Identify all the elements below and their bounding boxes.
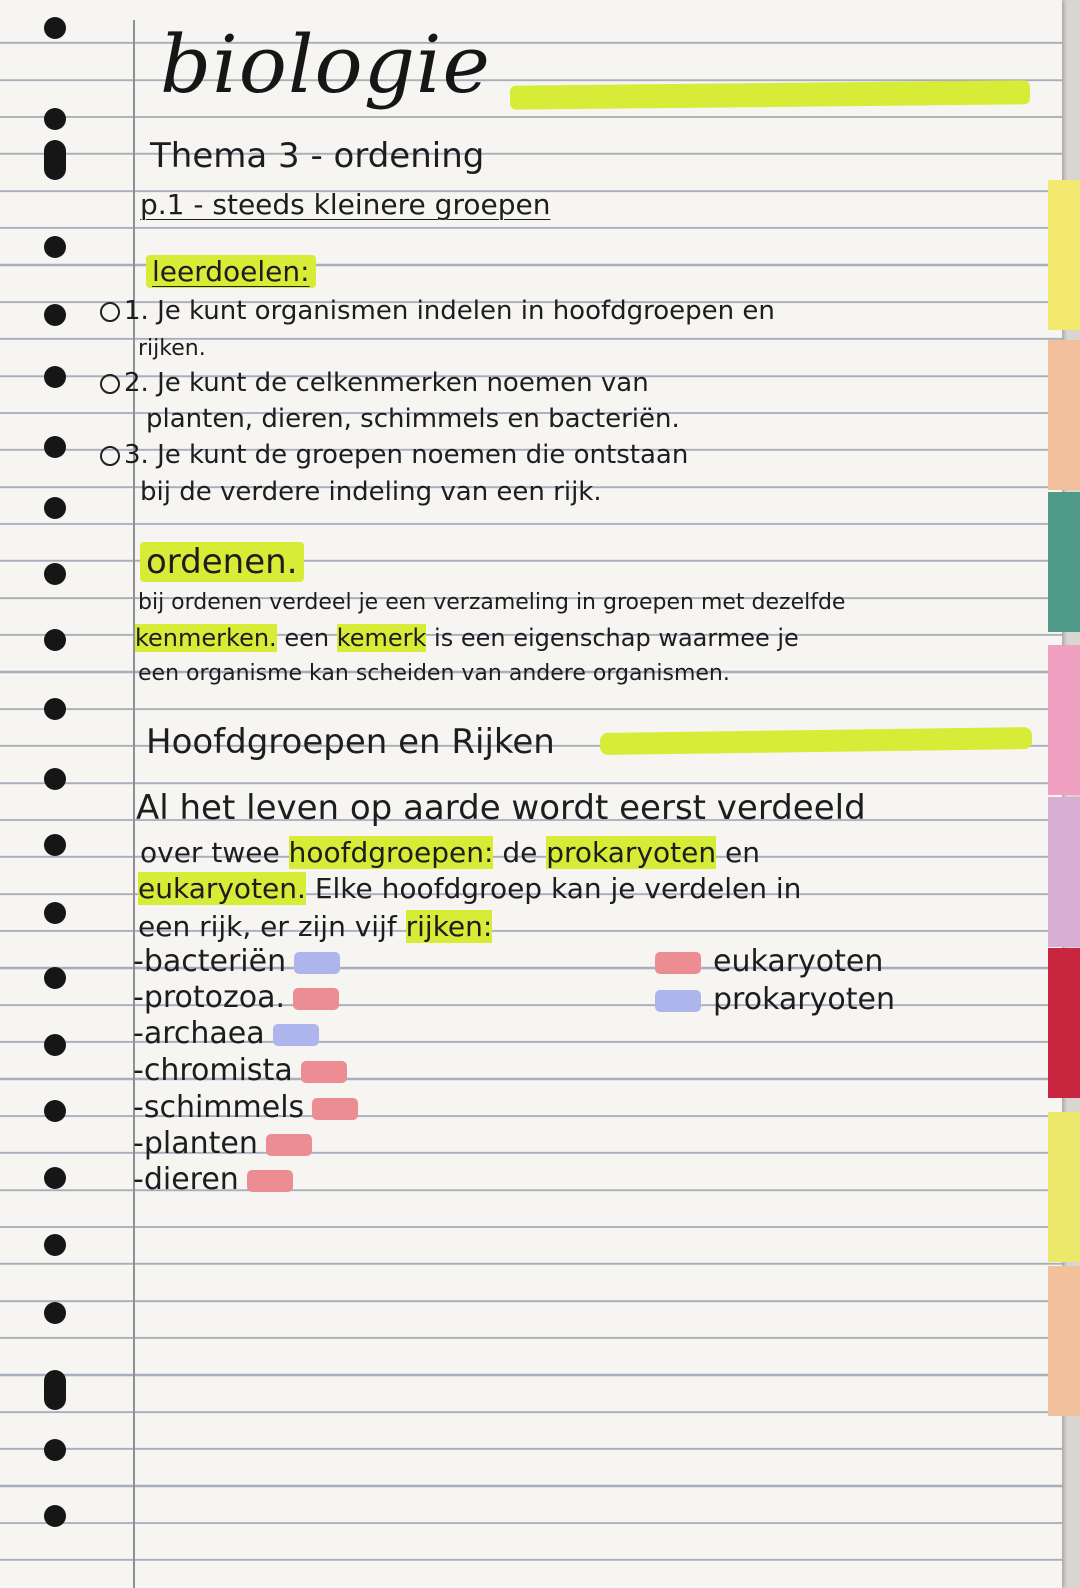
goal-item-continuation: planten, dieren, schimmels en bacteriën. bbox=[146, 404, 680, 434]
kingdom-item: -bacteriën bbox=[133, 944, 340, 979]
eukaryote-color-chip bbox=[301, 1061, 347, 1083]
ordenen-text-line: bij ordenen verdeel je een verzameling in groepen met dezelfde bbox=[138, 590, 846, 615]
index-tab-yellow[interactable] bbox=[1048, 180, 1080, 330]
binder-hole bbox=[44, 236, 66, 258]
index-tab-red[interactable] bbox=[1048, 948, 1080, 1098]
paragraph-heading: p.1 - steeds kleinere groepen bbox=[140, 188, 551, 221]
binder-hole bbox=[44, 834, 66, 856]
hoofdgroepen-heading: Hoofdgroepen en Rijken bbox=[146, 722, 555, 762]
binder-hole bbox=[44, 366, 66, 388]
binder-hole bbox=[44, 967, 66, 989]
binder-hole bbox=[44, 629, 66, 651]
legend-item-prokaryoten: prokaryoten bbox=[655, 982, 895, 1017]
title-highlight bbox=[510, 80, 1030, 109]
checkbox-circle-icon[interactable] bbox=[100, 446, 120, 466]
prokaryote-color-chip bbox=[655, 990, 701, 1012]
body-text-line: een rijk, er zijn vijf rijken: bbox=[138, 910, 493, 943]
body-text-line: over twee hoofdgroepen: de prokaryoten en bbox=[140, 836, 760, 869]
goal-item-continuation: bij de verdere indeling van een rijk. bbox=[140, 477, 602, 507]
kingdom-item: -archaea bbox=[133, 1016, 319, 1051]
binder-hole bbox=[44, 304, 66, 326]
ordenen-heading: ordenen. bbox=[140, 542, 304, 582]
eukaryote-color-chip bbox=[247, 1170, 293, 1192]
heading-highlight bbox=[600, 727, 1032, 755]
binder-hole bbox=[44, 698, 66, 720]
index-tab-teal[interactable] bbox=[1048, 492, 1080, 632]
margin-line bbox=[133, 20, 135, 1588]
kingdom-item: -schimmels bbox=[133, 1090, 358, 1125]
goal-item: 3. Je kunt de groepen noemen die ontstaan bbox=[100, 440, 688, 470]
ordenen-text-line: kenmerken. een kemerk is een eigenschap waarmee je bbox=[135, 624, 799, 652]
legend-item-eukaryoten: eukaryoten bbox=[655, 944, 883, 979]
goal-item: 2. Je kunt de celkenmerken noemen van bbox=[100, 368, 649, 398]
checkbox-circle-icon[interactable] bbox=[100, 374, 120, 394]
ordenen-text-line: een organisme kan scheiden van andere organismen. bbox=[138, 661, 730, 686]
binder-hole bbox=[44, 1167, 66, 1189]
kingdom-item: -chromista bbox=[133, 1053, 347, 1088]
theme-heading: Thema 3 - ordening bbox=[150, 136, 485, 176]
checkbox-circle-icon[interactable] bbox=[100, 302, 120, 322]
binder-hole bbox=[44, 563, 66, 585]
binder-hole bbox=[44, 1302, 66, 1324]
binder-hole bbox=[44, 108, 66, 130]
index-tab-peach-2[interactable] bbox=[1048, 1266, 1080, 1416]
eukaryote-color-chip bbox=[312, 1098, 358, 1120]
body-text-line: Al het leven op aarde wordt eerst verdeeld bbox=[136, 788, 866, 828]
goal-item: 1. Je kunt organismen indelen in hoofdgroepen en bbox=[100, 296, 775, 326]
kingdom-item: -dieren bbox=[133, 1162, 293, 1197]
learning-goals-heading: leerdoelen: bbox=[146, 255, 316, 288]
eukaryote-color-chip bbox=[266, 1134, 312, 1156]
prokaryote-color-chip bbox=[273, 1024, 319, 1046]
index-tab-yellow-2[interactable] bbox=[1048, 1112, 1080, 1262]
page-title: biologie bbox=[160, 18, 491, 111]
goal-item-continuation: rijken. bbox=[138, 336, 206, 361]
eukaryote-color-chip bbox=[293, 988, 339, 1010]
binder-hole bbox=[44, 140, 66, 180]
binder-hole bbox=[44, 1034, 66, 1056]
binder-hole bbox=[44, 1370, 66, 1410]
binder-hole bbox=[44, 17, 66, 39]
index-tab-pink[interactable] bbox=[1048, 645, 1080, 795]
binder-hole bbox=[44, 1100, 66, 1122]
body-text-line: eukaryoten. Elke hoofdgroep kan je verdelen in bbox=[138, 872, 802, 905]
binder-hole bbox=[44, 1439, 66, 1461]
binder-hole bbox=[44, 902, 66, 924]
index-tab-lilac[interactable] bbox=[1048, 797, 1080, 947]
binder-hole bbox=[44, 497, 66, 519]
eukaryote-color-chip bbox=[655, 952, 701, 974]
binder-hole bbox=[44, 436, 66, 458]
index-tab-peach[interactable] bbox=[1048, 340, 1080, 490]
kingdom-item: -planten bbox=[133, 1126, 312, 1161]
prokaryote-color-chip bbox=[294, 952, 340, 974]
kingdom-item: -protozoa. bbox=[133, 980, 339, 1015]
binder-hole bbox=[44, 1234, 66, 1256]
binder-hole bbox=[44, 1505, 66, 1527]
binder-hole bbox=[44, 768, 66, 790]
